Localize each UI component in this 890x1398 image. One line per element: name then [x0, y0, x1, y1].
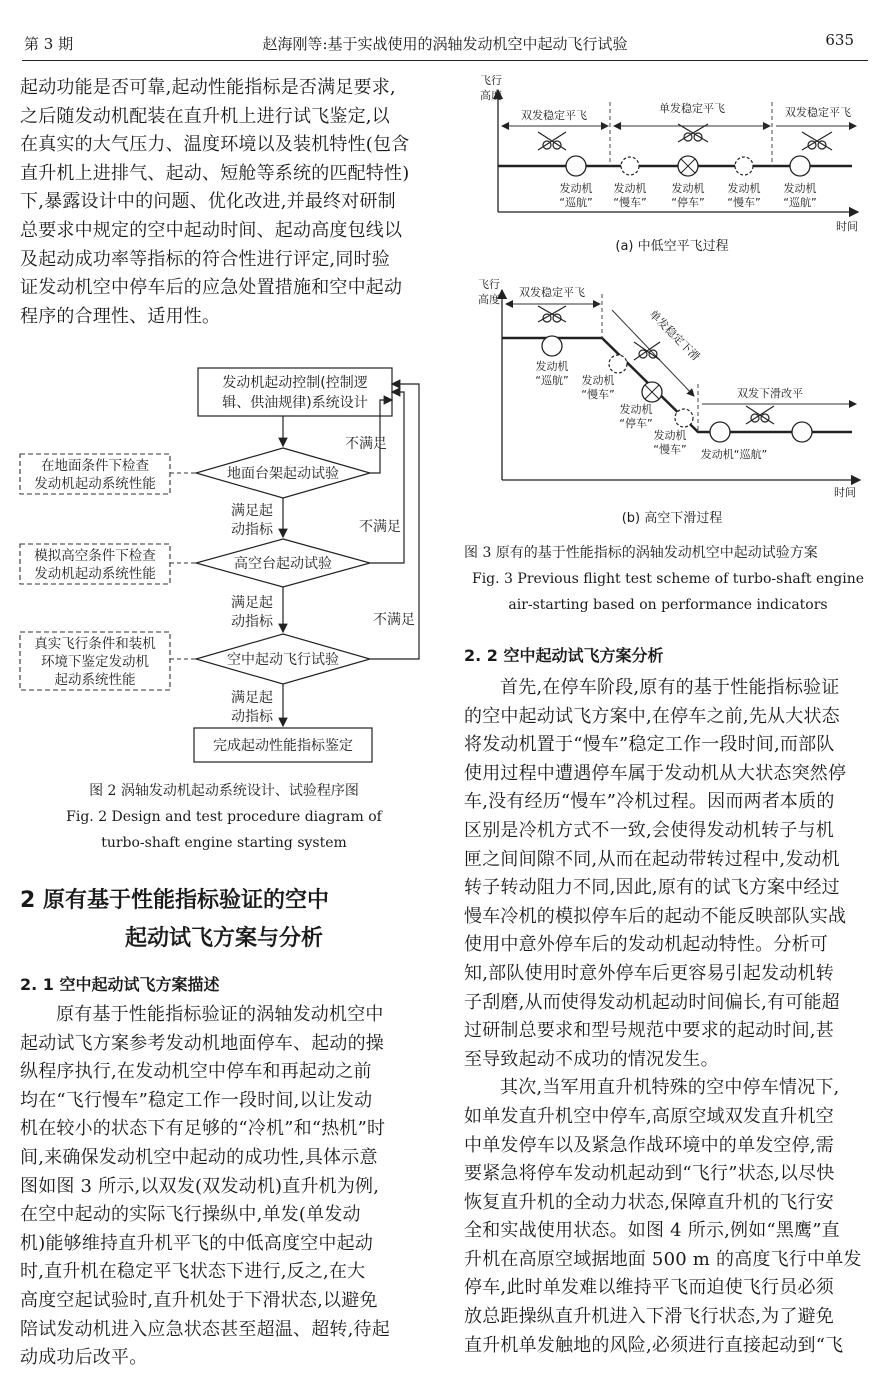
fig2-caption-cn: 图 2 涡轴发动机起动系统设计、试验程序图 [89, 783, 359, 799]
fig3b-engine-label: 发动机 [653, 429, 687, 442]
text-line: 其次,当军用直升机特殊的空中停车情况下, [500, 1077, 840, 1099]
fig3a-engine-label: 发动机 [671, 182, 705, 195]
helicopter-icon [538, 132, 566, 150]
engine-cruise-icon [792, 422, 812, 442]
text-line: 直升机上进排气、起动、短舱等系统的匹配特性) [20, 162, 410, 184]
text-line: 匣之间间隙不同,从而在起动带转过程中,发动机 [464, 848, 840, 870]
header-rule [22, 60, 868, 61]
fig2-pass-label: 动指标 [231, 709, 273, 725]
fig2-side-text: 环境下鉴定发动机 [41, 654, 149, 670]
text-line: 及起动成功率等指标的符合性进行评定,同时验 [20, 248, 390, 270]
text-line: 恢复直升机的全动力状态,保障直升机的飞行安 [464, 1191, 834, 1213]
running-header [0, 0, 890, 64]
fig3a-engine-label: 发动机 [613, 182, 647, 195]
text-line: 证发动机空中停车后的应急处置措施和空中起动 [20, 277, 403, 299]
issue-number: 第 3 期 [24, 35, 74, 53]
fig3b-label: 单发稳定下滑 [646, 307, 703, 364]
text-line: 子刮磨,从而使得发动机起动时间偏长,有可能超 [464, 991, 840, 1013]
fig2-side-text: 在地面条件下检查 [41, 458, 149, 474]
engine-idle-icon [735, 157, 753, 175]
running-title: 赵海刚等:基于实战使用的涡轴发动机空中起动飞行试验 [262, 35, 628, 53]
fig2-diamond-ground-label: 地面台架起动试验 [227, 466, 339, 482]
fig2-pass-label: 满足起 [231, 503, 273, 519]
fig2-pass-label: 满足起 [231, 690, 273, 706]
fig2-fail-label: 不满足 [345, 436, 387, 452]
fig3b-state-label: “慢车” [581, 388, 615, 401]
text-line: 转子转动阻力不同,因此,原有的试飞方案中经过 [464, 877, 840, 899]
engine-idle-icon [621, 157, 639, 175]
fig3b-ylabel: 高度 [478, 293, 500, 306]
fig2-caption [20, 778, 428, 856]
fig3a-xlabel: 时间 [836, 220, 858, 233]
text-line: 升机在高原空域据地面 500 m 的高度飞行中单发 [464, 1248, 862, 1270]
text-line: 在真实的大气压力、温度环境以及装机特性(包含 [20, 134, 410, 156]
fig3-caption-en: air-starting based on performance indicators [508, 597, 828, 613]
text-line: 中单发停车以及紧急作战环境中的单发空停,需 [464, 1134, 834, 1156]
page-number: 635 [825, 31, 854, 49]
text-line: 陪试发动机进入应急状态甚至超温、超转,待起 [20, 1318, 390, 1340]
helicopter-icon [678, 124, 708, 142]
fig2-side-text: 真实飞行条件和装机 [34, 636, 156, 652]
fig2-side-text: 发动机起动系统性能 [34, 566, 156, 582]
fig3a-state-label: “慢车” [727, 196, 761, 209]
engine-stop-icon [642, 382, 662, 402]
fig3a-subcaption: (a) 中低空平飞过程 [615, 239, 729, 254]
fig2-box-design-line1: 发动机起动控制(控制逻 [222, 375, 368, 391]
helicopter-icon [634, 342, 660, 360]
text-line: 总要求中规定的空中起动时间、起动高度包线以 [20, 219, 403, 241]
fig2-pass-label: 动指标 [231, 522, 273, 538]
fig3b-state-label: “巡航” [535, 374, 569, 387]
fig3a-ylabel: 飞行 [480, 74, 502, 87]
engine-idle-icon [675, 409, 693, 427]
text-line: 要紧急将停车发动机起动到“飞行”状态,以尽快 [464, 1163, 835, 1185]
text-line: 如单发直升机空中停车,高原空域双发直升机空 [464, 1105, 834, 1127]
fig2-fail-label: 不满足 [373, 612, 415, 628]
fig3b-diagram [462, 276, 872, 530]
helicopter-icon [746, 406, 774, 424]
text-line: 起动试飞方案参考发动机地面停车、起动的操 [20, 1032, 384, 1054]
fig2-side-text: 模拟高空条件下检查 [34, 548, 156, 564]
section21-body [20, 1001, 428, 1373]
text-line: 程序的合理性、适用性。 [20, 305, 221, 327]
engine-cruise-icon [566, 156, 586, 176]
fig2-pass-label: 满足起 [231, 595, 273, 611]
fig3b-label: 双发下滑改平 [737, 387, 803, 400]
fig3b-state-label: “停车” [619, 417, 653, 430]
fig2-flowchart [14, 362, 434, 772]
fig3-caption [464, 540, 872, 618]
engine-stop-icon [678, 156, 698, 176]
fig3b-label: 发动机“巡航” [700, 448, 768, 461]
text-line: 机)能够维持直升机平飞的中低高度空中起动 [20, 1232, 374, 1254]
fig2-side-text: 起动系统性能 [54, 672, 136, 688]
fig3b-engine-label: 发动机 [535, 360, 569, 373]
fig2-pass-label: 动指标 [231, 614, 273, 630]
text-line: 图如图 3 所示,以双发(双发动机)直升机为例, [20, 1175, 380, 1197]
section2-heading [20, 882, 428, 958]
fig2-box-design-line2: 辑、供油规律)系统设计 [222, 395, 368, 411]
text-line: 放总距操纵直升机进入下滑飞行状态,为了避免 [464, 1306, 834, 1328]
fig2-caption-en: Fig. 2 Design and test procedure diagram of [66, 809, 382, 825]
fig3b-label: 双发稳定平飞 [519, 286, 585, 299]
fig3b-ylabel: 飞行 [478, 278, 500, 291]
fig3a-engine-label: 发动机 [559, 182, 593, 195]
fig3a-state-label: “慢车” [613, 196, 647, 209]
fig2-fail-label: 不满足 [359, 519, 401, 535]
fig3a-ylabel: 高度 [480, 89, 502, 102]
text-line: 至导致起动不成功的情况发生。 [464, 1048, 719, 1070]
text-line: 机在较小的状态下有足够的“冷机”和“热机”时 [20, 1118, 386, 1140]
section22-heading [464, 643, 872, 666]
fig3b-engine-label: 发动机 [619, 403, 653, 416]
text-line: 的空中起动试飞方案中,在停车之前,先从大状态 [464, 705, 840, 727]
fig3a-engine-label: 发动机 [783, 182, 817, 195]
section22-title: 2. 2 空中起动试飞方案分析 [464, 646, 664, 665]
fig2-diamond-altitude-label: 高空台起动试验 [234, 556, 332, 572]
fig3a-label: 双发稳定平飞 [521, 109, 587, 122]
section21-heading [20, 972, 428, 995]
text-line: 高度空起试验时,直升机处于下滑状态,以避免 [20, 1289, 378, 1311]
text-line: 在空中起动的实际飞行操纵中,单发(单发动 [20, 1204, 361, 1226]
text-line: 原有基于性能指标验证的涡轴发动机空中 [56, 1004, 384, 1025]
fig3a-engine-label: 发动机 [727, 182, 761, 195]
text-line: 车,没有经历“慢车”冷机过程。因而两者本质的 [464, 791, 835, 813]
fig3-caption-cn: 图 3 原有的基于性能指标的涡轴发动机空中起动试验方案 [464, 545, 818, 561]
text-line: 使用中意外停车后的发动机起动特性。分析可 [464, 934, 828, 956]
intro-paragraph [20, 74, 428, 331]
text-line: 之后随发动机配装在直升机上进行试飞鉴定,以 [20, 105, 390, 127]
text-line: 使用过程中遭遇停车属于发动机从大状态突然停 [464, 762, 847, 784]
section21-title: 2. 1 空中起动试飞方案描述 [20, 975, 220, 994]
text-line: 首先,在停车阶段,原有的基于性能指标验证 [500, 677, 840, 698]
helicopter-icon [802, 132, 832, 150]
engine-cruise-icon [790, 156, 810, 176]
fig3a-state-label: “巡航” [559, 196, 593, 209]
fig2-box-final-label: 完成起动性能指标鉴定 [213, 738, 353, 754]
section22-body [464, 674, 872, 1360]
text-line: 将发动机置于“慢车”稳定工作一段时间,而部队 [464, 734, 835, 756]
text-line: 起动功能是否可靠,起动性能指标是否满足要求, [20, 77, 396, 98]
fig3a-label: 双发稳定平飞 [785, 106, 851, 119]
fig3a-label: 单发稳定平飞 [659, 102, 725, 115]
fig2-caption-en: turbo-shaft engine starting system [101, 835, 347, 851]
text-line: 知,部队使用时意外停车后更容易引起发动机转 [464, 962, 834, 984]
fig2-side-text: 发动机起动系统性能 [34, 476, 156, 492]
text-line: 时,直升机在稳定平飞状态下进行,反之,在大 [20, 1261, 366, 1283]
text-line: 停车,此时单发难以维持平飞而迫使飞行员必须 [464, 1277, 834, 1299]
fig3-caption-en: Fig. 3 Previous flight test scheme of turbo-shaft engine [471, 571, 865, 587]
text-line: 直升机单发触地的风险,必须进行直接起动到“飞 [464, 1334, 844, 1356]
fig3b-engine-label: 发动机 [581, 374, 615, 387]
helicopter-icon [538, 306, 566, 322]
fig3a-state-label: “巡航” [783, 196, 817, 209]
fig3b-state-label: “慢车” [653, 443, 687, 456]
text-line: 下,暴露设计中的问题、优化改进,并最终对研制 [20, 191, 396, 213]
engine-idle-icon [609, 355, 627, 373]
engine-cruise-icon [710, 422, 730, 442]
text-line: 纵程序执行,在发动机空中停车和再起动之前 [20, 1061, 372, 1083]
text-line: 均在“飞行慢车”稳定工作一段时间,以让发动 [20, 1089, 373, 1111]
text-line: 间,来确保发动机空中起动的成功性,具体示意 [20, 1146, 378, 1168]
text-line: 全和实战使用状态。如图 4 所示,例如“黑鹰”直 [464, 1220, 840, 1242]
text-line: 动成功后改平。 [20, 1347, 148, 1369]
text-line: 过研制总要求和型号规范中要求的起动时间,甚 [464, 1020, 834, 1042]
fig3b-xlabel: 时间 [834, 486, 856, 499]
section2-title-line1: 2 原有基于性能指标验证的空中 [20, 888, 329, 913]
fig2-diamond-flight-label: 空中起动飞行试验 [227, 652, 339, 668]
fig3a-state-label: “停车” [671, 196, 705, 209]
text-line: 慢车冷机的模拟停车后的起动不能反映部队实战 [464, 905, 847, 927]
fig3b-subcaption: (b) 高空下滑过程 [621, 511, 723, 526]
text-line: 区别是冷机方式不一致,会使得发动机转子与机 [464, 819, 834, 841]
engine-cruise-icon [542, 336, 562, 356]
section2-title-line2: 起动试飞方案与分析 [124, 926, 323, 951]
fig3a-diagram [462, 70, 872, 260]
